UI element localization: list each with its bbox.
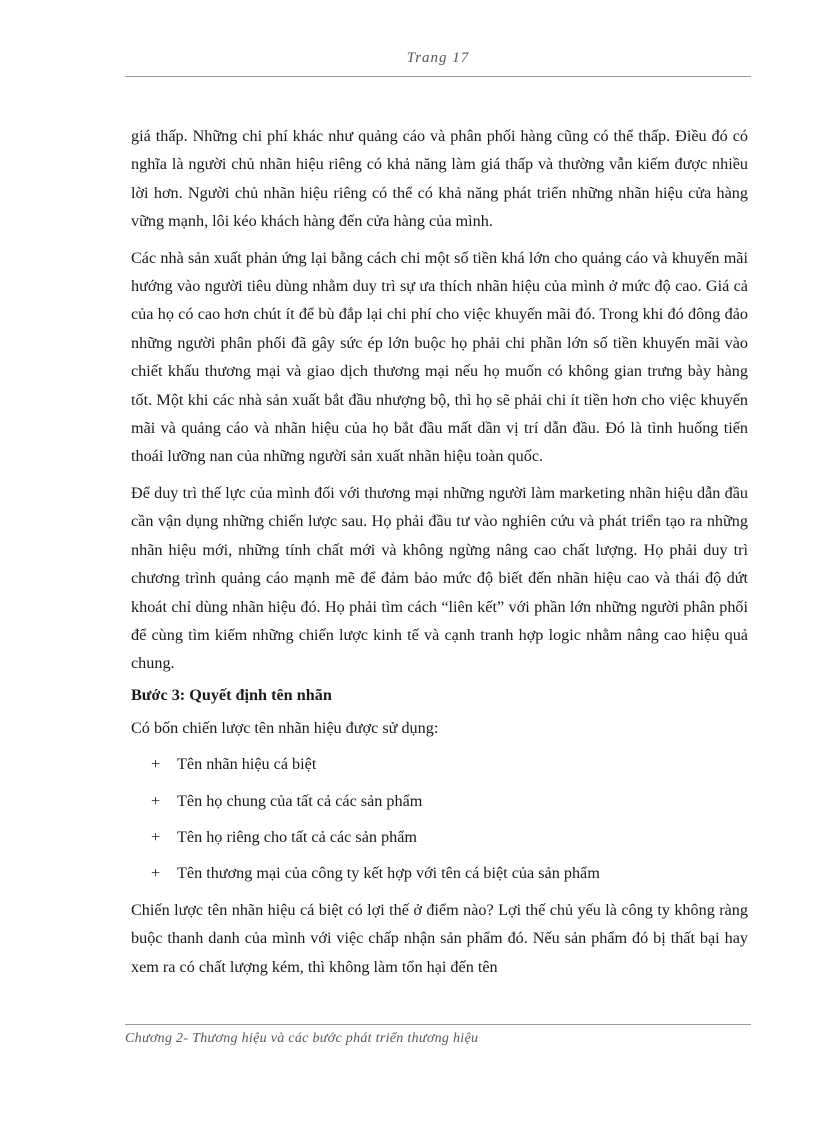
- page-content: [131, 122, 748, 989]
- list-item-text: Tên họ riêng cho tất cả các sản phẩm: [177, 827, 418, 846]
- page-number-label: Trang 17: [406, 50, 470, 66]
- section-heading: Bước 3: Quyết định tên nhãn: [131, 685, 332, 704]
- bullet-symbol: +: [151, 791, 161, 810]
- intro-paragraph: Có bốn chiến lược tên nhãn hiệu được sử dụng:: [131, 718, 439, 737]
- page-footer: [125, 1024, 751, 1047]
- bullet-symbol: +: [151, 864, 161, 883]
- list-item-text: Tên thương mại của công ty kết hợp với tên cá biệt của sản phẩm: [177, 864, 600, 883]
- bullet-symbol: +: [151, 827, 161, 846]
- body-paragraph: giá thấp. Những chi phí khác như quảng cáo và phân phối hàng cũng có thể thấp. Điều đó có nghĩa là người chủ nhãn hiệu riêng có khả năng làm giá thấp và thường vẫn kiếm được nhiều lời hơn. Người chủ nhãn hiệu riêng có thể có khả năng phát triển những nhãn hiệu cửa hàng vững mạnh, lôi kéo khách hàng đến cửa hàng của mình.: [131, 127, 748, 231]
- bullet-symbol: +: [151, 755, 161, 774]
- body-paragraph: Để duy trì thế lực của mình đối với thương mại những người làm marketing nhãn hiệu dẫn đầu cần vận dụng những chiến lược sau. Họ phải đầu tư vào nghiên cứu và phát triển tạo ra những nhãn hiệu mới, những tính chất mới và không ngừng nâng cao chất lượng. Họ phải duy trì chương trình quảng cáo mạnh mẽ để đảm bảo mức độ biết đến nhãn hiệu cao và thái độ dứt khoát chỉ dùng nhãn hiệu đó. Họ phải tìm cách “liên kết” với phần lớn những người phân phối để cùng tìm kiếm những chiến lược kinh tế và cạnh tranh hợp logic nhằm nâng cao hiệu quả chung.: [131, 483, 748, 673]
- strategy-list: [131, 750, 748, 888]
- list-item-text: Tên nhãn hiệu cá biệt: [177, 755, 317, 774]
- chapter-label: Chương 2- Thương hiệu và các bước phát triển thương hiệu: [125, 1031, 479, 1046]
- body-paragraph: Các nhà sản xuất phản ứng lại bằng cách chi một số tiền khá lớn cho quảng cáo và khuyến mãi hướng vào người tiêu dùng nhằm duy trì sự ưa thích nhãn hiệu của mình ở mức độ cao. Giá cả của họ có cao hơn chút ít để bù đắp lại chi phí cho việc khuyến mãi đó. Trong khi đó đông đảo những người phân phối đã gây sức ép lớn buộc họ phải chi phần lớn số tiền khuyến mãi vào chiết khấu thương mại và giao dịch thương mại nếu họ muốn có không gian trưng bày hàng tốt. Một khi các nhà sản xuất bắt đầu nhượng bộ, thì họ sẽ phải chi ít tiền hơn cho việc khuyến mãi và quảng cáo và nhãn hiệu của họ bắt đầu mất dần vị trí dẫn đầu. Đó là tình huống tiến thoái lưỡng nan của những người sản xuất nhãn hiệu toàn quốc.: [131, 248, 748, 466]
- list-item-text: Tên họ chung của tất cả các sản phẩm: [177, 791, 423, 810]
- list-item: [131, 787, 748, 815]
- list-item: [131, 823, 748, 851]
- body-paragraph: Chiến lược tên nhãn hiệu cá biệt có lợi thế ở điểm nào? Lợi thế chủ yếu là công ty không ràng buộc thanh danh của mình với việc chấp nhận sản phẩm đó. Nếu sản phẩm đó bị thất bại hay xem ra có chất lượng kém, thì không làm tổn hại đến tên: [131, 900, 748, 976]
- page-header: [125, 50, 751, 77]
- list-item: [131, 750, 748, 778]
- list-item: [131, 859, 748, 887]
